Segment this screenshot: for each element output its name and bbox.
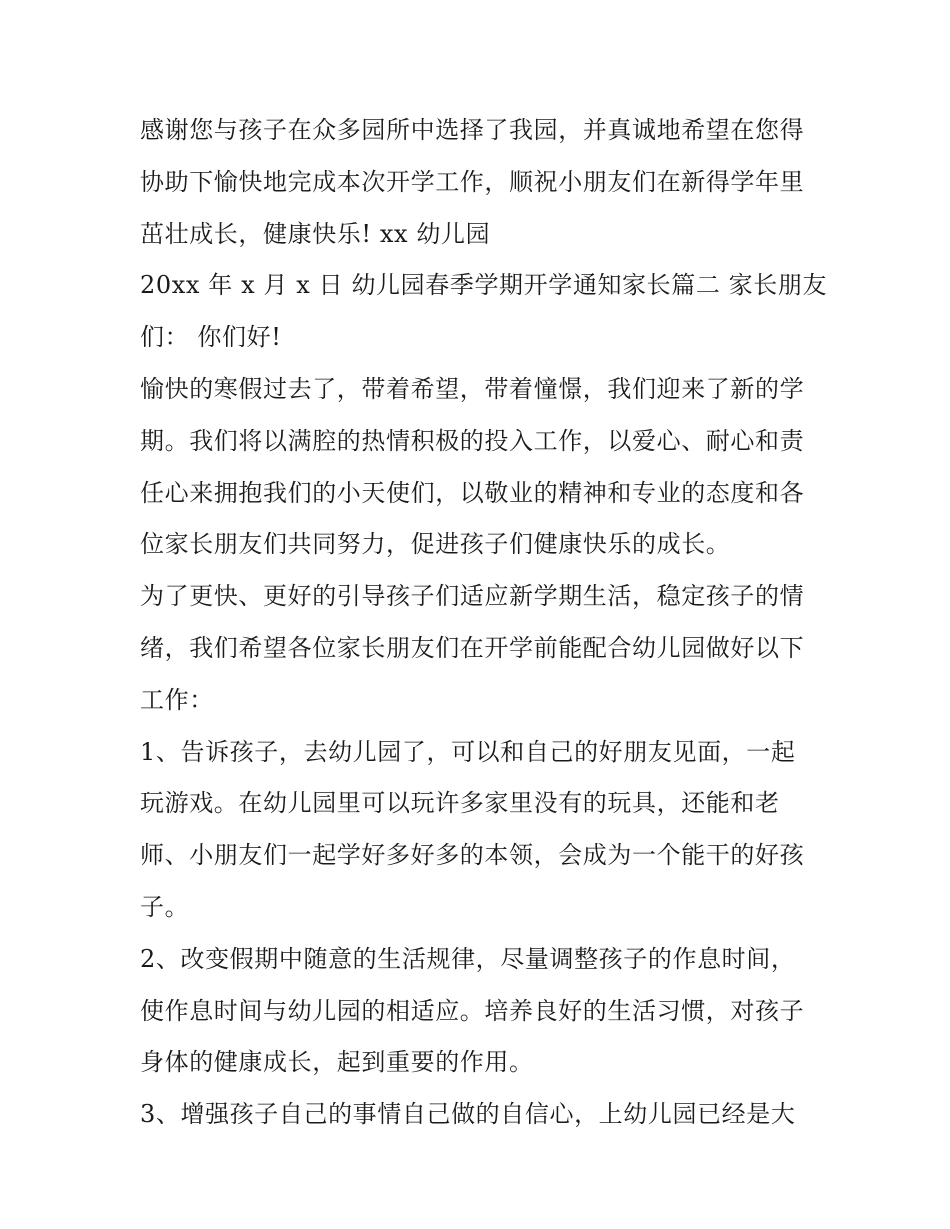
text-line: 1、告诉孩子，去幼儿园了，可以和自己的好朋友见面，一起 (140, 737, 796, 766)
text-line: 身体的健康成长，起到重要的作用。 (140, 1048, 534, 1077)
text-line: 20xx 年 x 月 x 日 幼儿园春季学期开学通知家长篇二 家长朋友 (140, 271, 828, 300)
text-line: 位家长朋友们共同努力，促进孩子们健康快乐的成长。 (140, 530, 731, 559)
text-line: 玩游戏。在幼儿园里可以玩许多家里没有的玩具，还能和老 (140, 789, 780, 818)
text-line: 感谢您与孩子在众多园所中选择了我园，并真诚地希望在您得 (140, 116, 805, 144)
text-line: 茁壮成长，健康快乐! xx 幼儿园 (140, 219, 491, 248)
text-line: 3、增强孩子自己的事情自己做的自信心，上幼儿园已经是大 (140, 1100, 796, 1129)
text-line: 2、改变假期中随意的生活规律，尽量调整孩子的作息时间， (140, 944, 796, 973)
text-line: 子。 (140, 892, 190, 921)
text-line: 协助下愉快地完成本次开学工作，顺祝小朋友们在新得学年里 (140, 167, 805, 196)
text-line: 使作息时间与幼儿园的相适应。培养良好的生活习惯，对孩子 (140, 996, 805, 1025)
text-line: 为了更快、更好的引导孩子们适应新学期生活，稳定孩子的情 (140, 582, 805, 611)
text-line: 们： 你们好! (140, 323, 282, 352)
text-line: 工作： (140, 685, 214, 714)
document-body (140, 105, 828, 1141)
text-line: 愉快的寒假过去了，带着希望，带着憧憬，我们迎来了新的学 (140, 374, 805, 403)
text-line: 师、小朋友们一起学好多好多的本领，会成为一个能干的好孩 (140, 841, 805, 870)
text-line: 绪，我们希望各位家长朋友们在开学前能配合幼儿园做好以下 (140, 633, 805, 662)
text-line: 任心来拥抱我们的小天使们，以敬业的精神和专业的态度和各 (140, 478, 805, 507)
text-line: 期。我们将以满腔的热情积极的投入工作，以爱心、耐心和责 (140, 426, 805, 455)
